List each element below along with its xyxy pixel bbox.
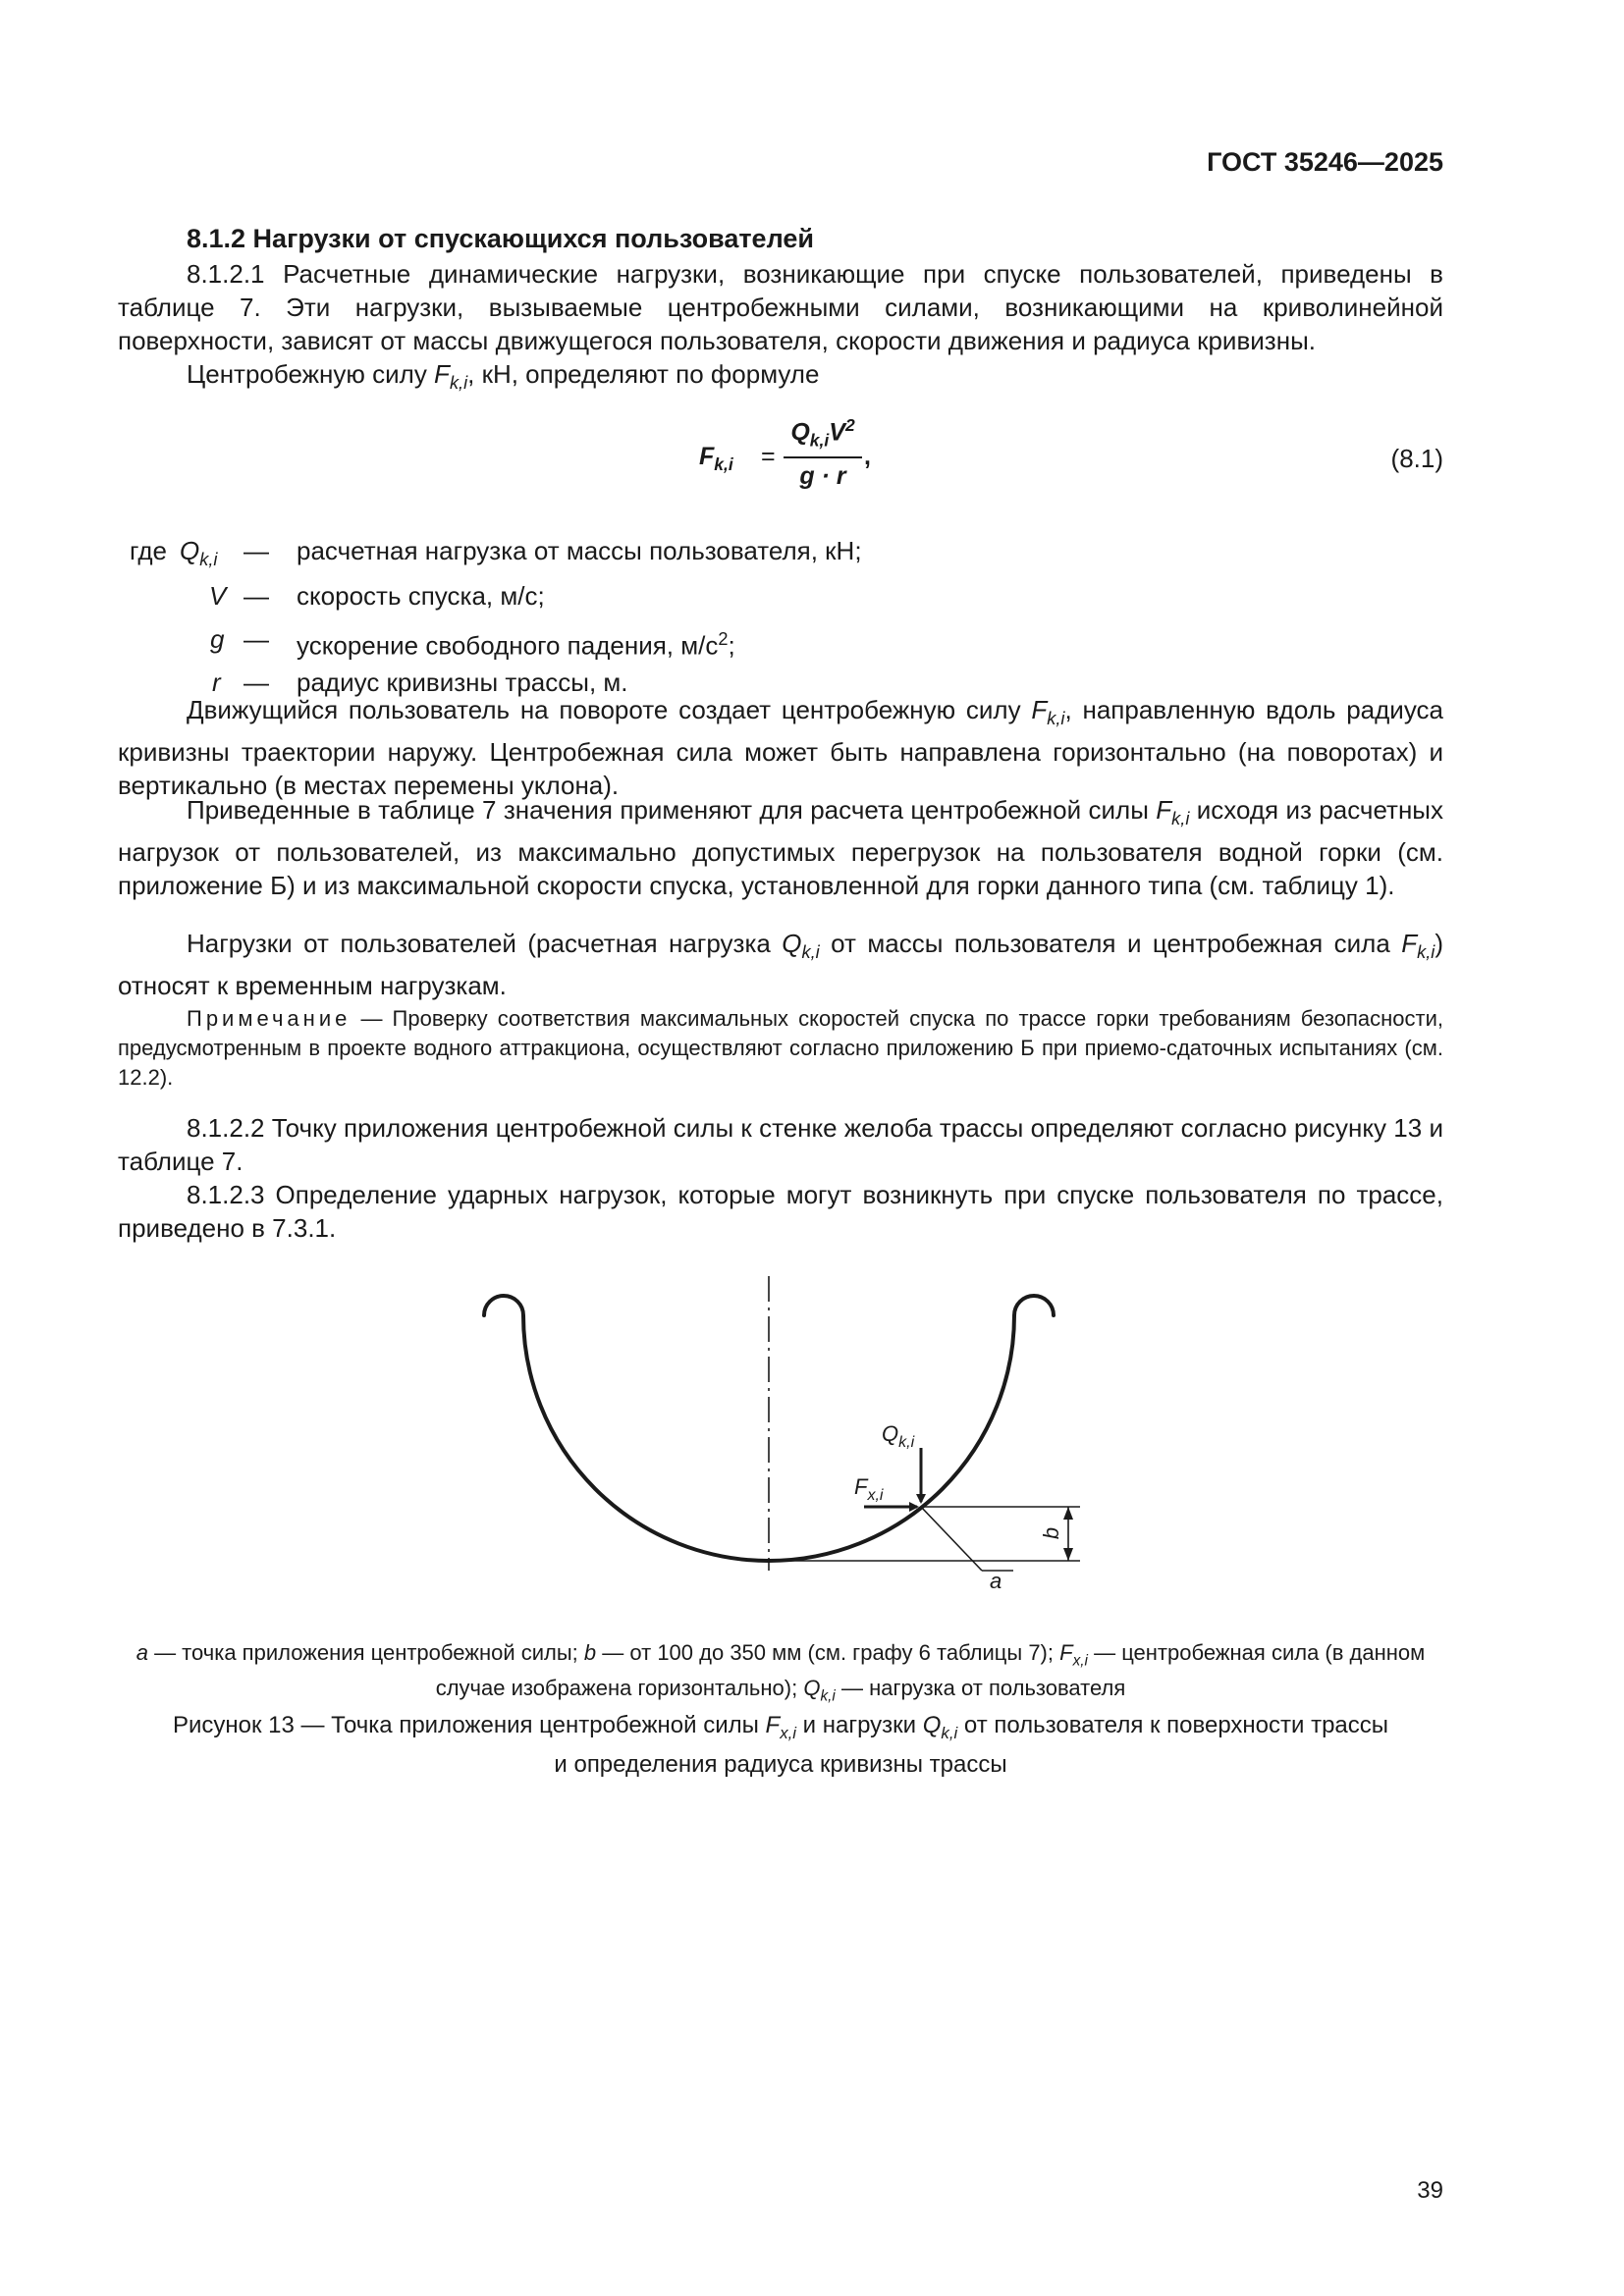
symbol-f: F (434, 359, 450, 389)
formula-equals: = (761, 443, 776, 470)
formula-lhs-symbol: F (699, 443, 715, 470)
caption-text: и нагрузки (795, 1712, 923, 1738)
caption-subscript: x,i (780, 1723, 796, 1742)
formula-num-v: V (829, 418, 845, 447)
where-symbol (180, 534, 217, 576)
symbol-subscript: k,i (1047, 709, 1065, 729)
figure-13-diagram (452, 1266, 1119, 1620)
where-symbol-r: r (212, 667, 221, 697)
text-run: Приведенные в таблице 7 значения применяют для расчета центробежной силы (187, 795, 1157, 825)
where-dash: — (244, 624, 269, 654)
formula-num-q: Q (790, 418, 810, 447)
where-lead: где (130, 536, 167, 565)
where-symbol-v: V (209, 581, 227, 611)
text-run: , направленную вдоль радиуса кривизны траектории наружу. Центробежная сила может быть направлена горизонтально (на поворотах) и вертикально (в местах перемены уклона). (118, 695, 1443, 801)
text-run: исходя из расчетных нагрузок от пользователей, из максимально допустимых перегрузок на пользователя водной горки (см. приложение Б) и из максимальной скорости спуска, установленной для горки данного типа (см. таблицу 1). (118, 795, 1443, 901)
caption-symbol-f: F (765, 1712, 781, 1738)
where-description-power: 2 (718, 629, 729, 649)
legend-symbol-b: b (583, 1640, 597, 1665)
symbol-f: F (1401, 929, 1418, 958)
legend-text: — нагрузка от пользователя (835, 1676, 1126, 1701)
where-description (297, 622, 735, 663)
where-description-tail: ; (728, 630, 735, 661)
where-description: радиус кривизны трассы, м. (297, 667, 628, 697)
document-number: ГОСТ 35246—2025 (1207, 147, 1443, 177)
where-symbol-subscript: k,i (199, 550, 218, 570)
b-label: b (1039, 1526, 1063, 1540)
legend-text: — от 100 до 350 мм (см. графу 6 таблицы 7); (596, 1640, 1060, 1665)
legend-symbol-f: F (1059, 1640, 1073, 1665)
where-symbol-q: Q (180, 536, 200, 565)
caption-line-2: и определения радиуса кривизны трассы (554, 1750, 1007, 1778)
text-run: , кН, определяют по формуле (467, 359, 820, 389)
paragraph-8-1-2-3: 8.1.2.3 Определение ударных нагрузок, которые могут возникнуть при спуске пользователя по трассе, приведено в 7.3.1. (118, 1180, 1443, 1243)
where-dash: — (244, 667, 269, 697)
paragraph-user-loads (118, 927, 1443, 1002)
text-run: Центробежную силу (187, 359, 435, 389)
caption-text: от пользователя к поверхности трассы (957, 1712, 1389, 1738)
page-number: 39 (1417, 2177, 1443, 2204)
legend-text: — точка приложения центробежной силы; (147, 1640, 584, 1665)
figure-caption (116, 1710, 1445, 1781)
f-label: $F_{x,i}$ (854, 1474, 884, 1504)
symbol-q: Q (782, 929, 802, 958)
formula-lhs (699, 443, 733, 475)
fraction-bar (784, 456, 862, 458)
legend-symbol-q: Q (803, 1676, 821, 1701)
text-run: Нагрузки от пользователей (расчетная нагрузка (187, 929, 783, 958)
legend-subscript: x,i (1072, 1652, 1088, 1670)
where-symbol-g: g (210, 624, 225, 654)
legend-subscript: k,i (820, 1687, 836, 1705)
note-text: — Проверку соответствия максимальных скоростей спуска по трассе горки требованиям безопасности, предусмотренным в проекте водного аттракциона, осуществляют согласно приложению Б при приемо-сдаточных испытаниях (см. 12.2). (118, 1006, 1443, 1090)
text-run: ) относят к временным нагрузкам. (118, 929, 1444, 1001)
note-label: Примечание (187, 1006, 352, 1031)
section-heading: 8.1.2 Нагрузки от спускающихся пользователей (187, 224, 814, 253)
symbol-subscript: k,i (1417, 942, 1435, 963)
q-label: $Q_{k,i}$ (882, 1421, 915, 1451)
formula-8-1 (699, 415, 876, 494)
where-description-text: ускорение свободного падения, м/с (297, 630, 719, 661)
formula-denominator: g · r (799, 462, 846, 490)
paragraph-8-1-2-1: 8.1.2.1 Расчетные динамические нагрузки, возникающие при спуске пользователей, приведены в таблице 7. Эти нагрузки, вызываемые центробежными силами, возникающими на криволинейной поверхности, зависят от массы движущегося пользователя, скорости движения и радиуса кривизны. (118, 259, 1443, 355)
where-dash: — (244, 536, 269, 565)
caption-subscript: k,i (941, 1723, 958, 1742)
legend-symbol-a: a (135, 1640, 148, 1665)
caption-text: Рисунок 13 — Точка приложения центробежной силы (172, 1712, 766, 1738)
note (118, 1004, 1443, 1093)
formula-num-subscript: k,i (809, 430, 830, 451)
symbol-f: F (1031, 695, 1048, 724)
symbol-subscript: k,i (1171, 809, 1190, 829)
formula-numerator (784, 415, 862, 451)
legend-text: — центробежная сила (в данном случае изображена горизонтально); (435, 1640, 1426, 1701)
figure-legend (116, 1639, 1445, 1711)
b-dimension-arrow-top (1063, 1507, 1073, 1520)
paragraph-formula-intro (118, 357, 1443, 400)
paragraph-table-values (118, 793, 1443, 902)
caption-symbol-q: Q (922, 1712, 942, 1738)
where-dash: — (244, 581, 269, 611)
where-item-v (0, 579, 982, 613)
symbol-subscript: k,i (449, 373, 468, 394)
where-item-g (0, 622, 982, 661)
equation-number: (8.1) (1390, 444, 1443, 473)
symbol-f: F (1156, 795, 1172, 825)
caption-line-1 (116, 1710, 1445, 1749)
where-description: расчетная нагрузка от массы пользователя, кН; (297, 536, 862, 565)
b-dimension-arrow-bottom (1063, 1548, 1073, 1561)
where-description: скорость спуска, м/с; (297, 581, 545, 611)
paragraph-centrifugal (118, 693, 1443, 802)
formula-num-power: 2 (844, 415, 855, 435)
paragraph-8-1-2-2: 8.1.2.2 Точку приложения центробежной силы к стенке желоба трассы определяют согласно рисунку 13 и таблице 7. (118, 1113, 1443, 1176)
a-label: a (990, 1569, 1002, 1593)
text-run: от массы пользователя и центробежная сила (819, 929, 1390, 958)
symbol-subscript: k,i (801, 942, 820, 963)
formula-lhs-subscript: k,i (714, 454, 733, 474)
where-item-q (0, 534, 982, 570)
formula-comma: , (864, 443, 871, 470)
text-run: Движущийся пользователь на повороте создает центробежную силу (187, 695, 1032, 724)
